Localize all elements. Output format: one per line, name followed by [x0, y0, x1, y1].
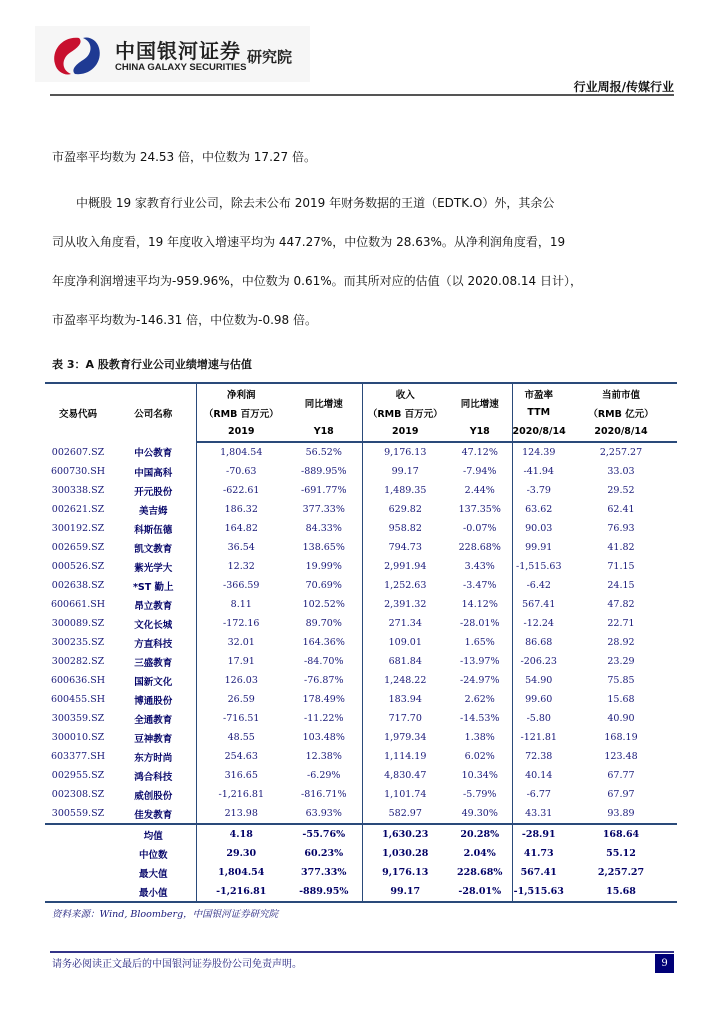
header-np-yoy: 同比增速 [304, 399, 343, 410]
cell-rev-yoy: 1.65% [464, 637, 495, 648]
cell-pe: 99.60 [512, 690, 565, 709]
cell-revenue: 9,176.13 [362, 442, 448, 462]
table-row [45, 633, 677, 652]
cell-pe: 99.91 [512, 538, 565, 557]
logo-institute-text: 研究院 [247, 48, 293, 66]
cell-name: *ST 勤上 [132, 581, 174, 593]
table-row [45, 652, 677, 671]
header-np-year: 2019 [196, 422, 286, 442]
header-revenue: 收入 [362, 383, 448, 403]
cell-code: 300089.SZ [51, 618, 105, 629]
summary-value: -1,216.81 [196, 882, 286, 902]
summary-value: 2.04% [463, 848, 496, 859]
cell-market-cap: 22.71 [607, 618, 635, 629]
cell-np-yoy: -816.71% [301, 789, 347, 800]
summary-value: 4.18 [196, 824, 286, 844]
header-pe-date: 2020/8/14 [512, 422, 565, 442]
cell-market-cap: 24.15 [607, 580, 635, 591]
cell-pe: -206.23 [512, 652, 565, 671]
logo-cn-text: 中国银河证券 [115, 39, 241, 63]
cell-revenue: 109.01 [362, 633, 448, 652]
cell-revenue: 1,252.63 [362, 576, 448, 595]
cell-code: 600636.SH [50, 675, 106, 686]
cell-code: 002607.SZ [51, 446, 105, 458]
cell-rev-yoy: 6.02% [464, 751, 495, 762]
footer-divider [50, 951, 674, 953]
cell-code: 300338.SZ [51, 485, 105, 496]
cell-code: 000526.SZ [51, 561, 105, 572]
cell-name: 文化长城 [134, 619, 173, 631]
cell-market-cap: 41.82 [607, 542, 635, 553]
cell-net-profit: 48.55 [196, 728, 286, 747]
cell-name: 三盛教育 [134, 657, 173, 669]
cell-np-yoy: 102.52% [302, 599, 345, 610]
footer-disclaimer: 请务必阅读正文最后的中国银河证券股份公司免责声明。 [52, 959, 302, 970]
cell-code: 002659.SZ [51, 542, 105, 553]
cell-rev-yoy: -24.97% [460, 675, 500, 686]
cell-market-cap: 15.68 [607, 694, 635, 705]
table-row [45, 747, 677, 766]
header-rev-unit: （RMB 百万元） [362, 403, 448, 422]
cell-np-yoy: 63.93% [286, 804, 362, 824]
cell-pe: 90.03 [512, 519, 565, 538]
summary-label: 均值 [143, 830, 163, 842]
table-row [45, 462, 677, 481]
summary-value: -1,515.63 [512, 882, 565, 902]
cell-np-yoy: -6.29% [307, 770, 341, 781]
table-source: 资料来源：Wind, Bloomberg，中国银河证券研究院 [52, 909, 279, 920]
education-companies-table [45, 382, 677, 903]
cell-market-cap: 67.97 [607, 789, 635, 800]
header-pe: 市盈率 [512, 383, 565, 403]
table-row [45, 690, 677, 709]
page-number: 9 [655, 954, 674, 973]
cell-code: 300282.SZ [51, 656, 105, 667]
header-market-cap: 当前市值 [601, 389, 640, 401]
cell-net-profit: 316.65 [196, 766, 286, 785]
cell-np-yoy: -691.77% [301, 485, 347, 496]
cell-market-cap: 28.92 [607, 637, 635, 648]
cell-name: 佳发教育 [111, 804, 196, 824]
table-row [45, 557, 677, 576]
cell-net-profit: 186.32 [196, 500, 286, 519]
summary-value: 29.30 [196, 844, 286, 863]
cell-net-profit: -622.61 [196, 481, 286, 500]
cell-revenue: 1,979.34 [362, 728, 448, 747]
cell-pe: -3.79 [512, 481, 565, 500]
summary-label: 最小值 [111, 882, 196, 902]
cell-np-yoy: 178.49% [302, 694, 345, 705]
cell-pe: -121.81 [512, 728, 565, 747]
table-row [45, 500, 677, 519]
table-title: 表 3：A 股教育行业公司业绩增速与估值 [52, 358, 252, 371]
cell-name: 东方时尚 [134, 752, 173, 764]
cell-code: 600661.SH [50, 599, 106, 610]
cell-market-cap: 71.15 [607, 561, 635, 572]
cell-market-cap: 40.90 [607, 713, 635, 724]
summary-row [45, 882, 677, 902]
table-row [45, 709, 677, 728]
empty-cell [45, 824, 111, 844]
cell-net-profit: 8.11 [196, 595, 286, 614]
cell-revenue: 958.82 [362, 519, 448, 538]
empty-cell [45, 844, 111, 863]
cell-revenue: 681.84 [362, 652, 448, 671]
cell-rev-yoy: -0.07% [463, 523, 497, 534]
cell-rev-yoy: 47.12% [461, 447, 498, 458]
cell-net-profit: -172.16 [196, 614, 286, 633]
cell-np-yoy: 12.38% [305, 751, 342, 762]
summary-value: 99.17 [362, 882, 448, 902]
cell-code: 600455.SH [50, 694, 106, 705]
cell-rev-yoy: -13.97% [460, 656, 500, 667]
summary-value: 2,257.27 [597, 867, 645, 878]
cell-revenue: 183.94 [362, 690, 448, 709]
header-rev-yoy: 同比增速 [460, 399, 499, 410]
cell-revenue: 582.97 [362, 804, 448, 824]
cell-name: 凯文教育 [134, 543, 173, 555]
cell-net-profit: -1,216.81 [196, 785, 286, 804]
summary-value: 20.28% [460, 829, 500, 840]
cell-np-yoy: 89.70% [305, 618, 342, 629]
cell-market-cap: 67.77 [607, 770, 635, 781]
summary-value: 567.41 [512, 863, 565, 882]
paragraph-line: 市盈率平均数为-146.31 倍，中位数为-0.98 倍。 [52, 313, 317, 327]
cell-name: 开元股份 [134, 486, 173, 498]
cell-name: 中国高科 [134, 467, 173, 479]
cell-net-profit: -366.59 [196, 576, 286, 595]
summary-value: 9,176.13 [362, 863, 448, 882]
cell-pe: 124.39 [512, 442, 565, 462]
header-name: 公司名称 [134, 409, 173, 420]
cell-name: 昂立教育 [134, 600, 173, 612]
cell-pe: 567.41 [512, 595, 565, 614]
header-np-unit: （RMB 百万元） [196, 403, 286, 422]
cell-np-yoy: 84.33% [305, 523, 342, 534]
cell-revenue: 4,830.47 [362, 766, 448, 785]
cell-name: 鸿合科技 [134, 771, 173, 783]
header-np-yoy-year: Y18 [286, 422, 362, 442]
cell-net-profit: -716.51 [196, 709, 286, 728]
summary-value: 15.68 [565, 882, 677, 902]
cell-revenue: 1,489.35 [362, 481, 448, 500]
summary-value: 60.23% [304, 848, 344, 859]
cell-rev-yoy: -3.47% [463, 580, 497, 591]
cell-revenue: 99.17 [362, 462, 448, 481]
header-mc-date: 2020/8/14 [565, 422, 677, 442]
empty-cell [45, 882, 111, 902]
cell-revenue: 2,391.32 [362, 595, 448, 614]
summary-row [45, 844, 677, 863]
cell-code: 002638.SZ [51, 580, 105, 591]
cell-revenue: 717.70 [362, 709, 448, 728]
cell-net-profit: 12.32 [196, 557, 286, 576]
cell-np-yoy: -84.70% [304, 656, 344, 667]
header-divider [50, 94, 674, 96]
cell-code: 002955.SZ [51, 770, 105, 781]
table-row [45, 728, 677, 747]
header-net-profit: 净利润 [196, 383, 286, 403]
cell-rev-yoy: 2.44% [464, 485, 495, 496]
cell-name: 美吉姆 [138, 505, 168, 517]
table-row [45, 595, 677, 614]
cell-revenue: 2,991.94 [362, 557, 448, 576]
cell-revenue: 794.73 [362, 538, 448, 557]
cell-market-cap: 33.03 [607, 466, 635, 477]
cell-np-yoy: 56.52% [305, 447, 342, 458]
cell-code: 300559.SZ [45, 804, 111, 824]
cell-np-yoy: -76.87% [304, 675, 344, 686]
cell-pe: 43.31 [512, 804, 565, 824]
summary-value: 377.33% [301, 867, 347, 878]
logo-en-text: CHINA GALAXY SECURITIES [115, 62, 247, 73]
cell-market-cap: 62.41 [607, 504, 635, 515]
cell-rev-yoy: -7.94% [463, 466, 497, 477]
summary-value: -55.76% [302, 829, 346, 840]
cell-rev-yoy: 10.34% [461, 770, 498, 781]
summary-value: 1,804.54 [196, 863, 286, 882]
cell-name: 威创股份 [134, 790, 173, 802]
cell-market-cap: 123.48 [604, 751, 638, 762]
cell-code: 300235.SZ [51, 637, 105, 648]
cell-pe: 40.14 [512, 766, 565, 785]
cell-rev-yoy: -14.53% [460, 713, 500, 724]
cell-rev-yoy: 228.68% [458, 542, 501, 553]
cell-net-profit: 164.82 [196, 519, 286, 538]
cell-revenue: 1,114.19 [362, 747, 448, 766]
cell-code: 300192.SZ [51, 523, 105, 534]
summary-value: 1,030.28 [362, 844, 448, 863]
cell-code: 603377.SH [50, 751, 106, 762]
cell-rev-yoy: 1.38% [464, 732, 495, 743]
cell-rev-yoy: 2.62% [464, 694, 495, 705]
header-mc-unit: （RMB 亿元） [588, 408, 654, 420]
cell-net-profit: 1,804.54 [196, 442, 286, 462]
table-row [45, 576, 677, 595]
cell-name: 中公教育 [134, 448, 173, 459]
table-row [45, 766, 677, 785]
cell-name: 豆神教育 [134, 733, 173, 745]
summary-label: 中位数 [138, 849, 168, 861]
cell-rev-yoy: 3.43% [464, 561, 495, 572]
cell-net-profit: 26.59 [196, 690, 286, 709]
cell-revenue: 1,248.22 [362, 671, 448, 690]
table-row [45, 614, 677, 633]
cell-pe: 54.90 [512, 671, 565, 690]
cell-name: 科斯伍德 [134, 524, 173, 536]
cell-np-yoy: -889.95% [301, 466, 347, 477]
paragraph-line: 市盈率平均数为 24.53 倍，中位数为 17.27 倍。 [52, 150, 316, 164]
cell-market-cap: 93.89 [565, 804, 677, 824]
cell-market-cap: 2,257.27 [599, 447, 643, 458]
cell-pe: -41.94 [512, 462, 565, 481]
cell-np-yoy: 164.36% [302, 637, 345, 648]
cell-name: 博通股份 [134, 695, 173, 707]
cell-rev-yoy: -28.01% [460, 618, 500, 629]
cell-market-cap: 76.93 [607, 523, 635, 534]
cell-code: 300359.SZ [51, 713, 105, 724]
cell-np-yoy: 377.33% [302, 504, 345, 515]
cell-net-profit: 126.03 [196, 671, 286, 690]
cell-revenue: 271.34 [362, 614, 448, 633]
cell-np-yoy: 138.65% [302, 542, 345, 553]
table-row [45, 804, 677, 824]
cell-rev-yoy: 137.35% [458, 504, 501, 515]
cell-net-profit: -70.63 [196, 462, 286, 481]
cell-np-yoy: 103.48% [302, 732, 345, 743]
empty-cell [45, 863, 111, 882]
cell-pe: 86.68 [512, 633, 565, 652]
cell-np-yoy: 70.69% [305, 580, 342, 591]
header-rev-year: 2019 [362, 422, 448, 442]
cell-name: 紫光学大 [134, 562, 173, 574]
table-row [45, 538, 677, 557]
header-code: 交易代码 [58, 409, 97, 420]
report-section: 行业周报/传媒行业 [573, 80, 674, 94]
cell-pe: -6.42 [512, 576, 565, 595]
cell-name: 方直科技 [134, 638, 173, 650]
summary-row [45, 824, 677, 844]
cell-name: 全通教育 [134, 714, 173, 726]
summary-value: 168.64 [602, 829, 640, 840]
summary-value: -889.95% [286, 882, 362, 902]
summary-row [45, 863, 677, 882]
summary-label: 最大值 [138, 868, 168, 880]
header-rev-yoy-year: Y18 [448, 422, 512, 442]
summary-value: 55.12 [606, 848, 636, 859]
cell-net-profit: 36.54 [196, 538, 286, 557]
cell-pe: -1,515.63 [512, 557, 565, 576]
cell-code: 002308.SZ [51, 789, 105, 800]
paragraph-line: 司从收入角度看，19 年度收入增速平均为 447.27%，中位数为 28.63%。从净利润角度看，19 [52, 235, 566, 249]
cell-net-profit: 32.01 [196, 633, 286, 652]
table-row [45, 481, 677, 500]
header-pe-ttm: TTM [512, 403, 565, 422]
cell-pe: 72.38 [512, 747, 565, 766]
cell-net-profit: 213.98 [196, 804, 286, 824]
cell-market-cap: 29.52 [607, 485, 635, 496]
summary-value: -28.01% [448, 882, 512, 902]
cell-net-profit: 17.91 [196, 652, 286, 671]
cell-name: 国新文化 [134, 676, 173, 688]
table-row [45, 519, 677, 538]
cell-rev-yoy: 14.12% [461, 599, 498, 610]
cell-revenue: 629.82 [362, 500, 448, 519]
cell-pe: -6.77 [512, 785, 565, 804]
summary-value: 1,630.23 [362, 824, 448, 844]
summary-value: 41.73 [512, 844, 565, 863]
summary-value: 228.68% [457, 867, 503, 878]
summary-value: -28.91 [512, 824, 565, 844]
cell-pe: -12.24 [512, 614, 565, 633]
cell-market-cap: 23.29 [607, 656, 635, 667]
cell-market-cap: 168.19 [604, 732, 638, 743]
cell-code: 300010.SZ [51, 732, 105, 743]
cell-code: 600730.SH [50, 466, 106, 477]
cell-rev-yoy: 49.30% [448, 804, 512, 824]
cell-rev-yoy: -5.79% [463, 789, 497, 800]
cell-code: 002621.SZ [51, 504, 105, 515]
cell-pe: -5.80 [512, 709, 565, 728]
cell-np-yoy: 19.99% [305, 561, 342, 572]
cell-net-profit: 254.63 [196, 747, 286, 766]
company-logo [35, 26, 310, 82]
table-row [45, 785, 677, 804]
cell-market-cap: 75.85 [607, 675, 635, 686]
paragraph-line: 中概股 19 家教育行业公司，除去未公布 2019 年财务数据的王道（EDTK.O）外，其余公 [76, 196, 555, 210]
galaxy-logo-icon [49, 34, 105, 78]
table-row [45, 442, 677, 462]
table-row [45, 671, 677, 690]
cell-revenue: 1,101.74 [362, 785, 448, 804]
cell-np-yoy: -11.22% [304, 713, 344, 724]
paragraph-line: 年度净利润增速平均为-959.96%，中位数为 0.61%。而其所对应的估值（以 2020.08.14 日计）， [52, 274, 582, 288]
cell-market-cap: 47.82 [607, 599, 635, 610]
cell-pe: 63.62 [512, 500, 565, 519]
